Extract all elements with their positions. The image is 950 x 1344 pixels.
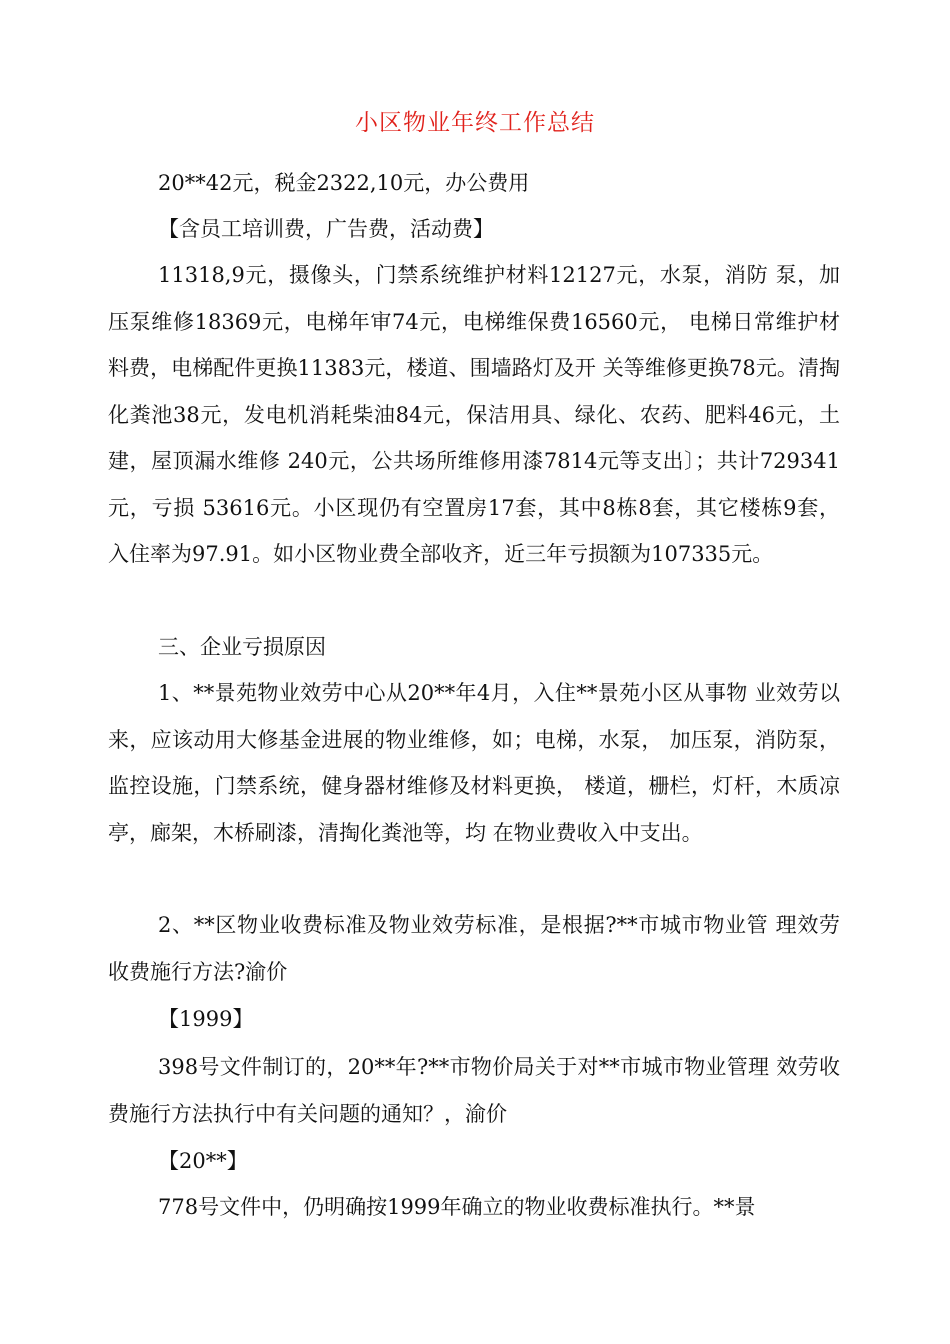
paragraph-bracket-note: 【含员工培训费，广告费，活动费】 bbox=[158, 217, 494, 241]
paragraph-expense-details: 11318,9元，摄像头，门禁系统维护材料12127元，水泵，消防 泵，加压泵维修18369元，电梯年审74元，电梯维保费16560元， 电梯日常维护材料费，电梯配件更换11383元，楼道、围墙路灯及开 关等维修更换78元。清掏化粪池38元，发电机消耗柴油84元，保洁用具、绿化、农药、肥料46元，土建，屋顶漏水维修 240元，公共场所维修用漆7814元等支出〕；共计729341元，亏损 53616元。小区现仍有空置房17套，其中8栋8套，其它楼栋9套， 入住率为97.91。如小区物业费全部收齐，近三年亏损额为107335元。 bbox=[108, 263, 840, 566]
paragraph-expenses-intro: 20**42元，税金2322,10元，办公费用 bbox=[158, 171, 530, 195]
document-title: 小区物业年终工作总结 bbox=[355, 110, 595, 136]
paragraph-reason-2: 2、**区物业收费标准及物业效劳标准，是根据?**市城市物业管 理效劳收费施行方法?渝价 bbox=[108, 913, 840, 984]
section-heading-loss-reasons: 三、企业亏损原因 bbox=[158, 635, 326, 659]
paragraph-year-20xx: 【20**】 bbox=[158, 1149, 248, 1173]
paragraph-document-398: 398号文件制订的，20**年?**市物价局关于对**市城市物业管理 效劳收费施行方法执行中有关问题的通知？，渝价 bbox=[108, 1055, 840, 1126]
paragraph-year-1999: 【1999】 bbox=[158, 1007, 254, 1031]
paragraph-document-778: 778号文件中，仍明确按1999年确立的物业收费标准执行。**景 bbox=[158, 1195, 756, 1219]
paragraph-reason-1: 1、**景苑物业效劳中心从20**年4月，入住**景苑小区从事物 业效劳以来，应该动用大修基金进展的物业维修，如；电梯，水泵， 加压泵，消防泵，监控设施，门禁系统，健身器材维修及材料更换， 楼道，栅栏，灯杆，木质凉亭，廊架，木桥刷漆，清掏化粪池等，均 在物业费收入中支出。 bbox=[108, 681, 840, 845]
